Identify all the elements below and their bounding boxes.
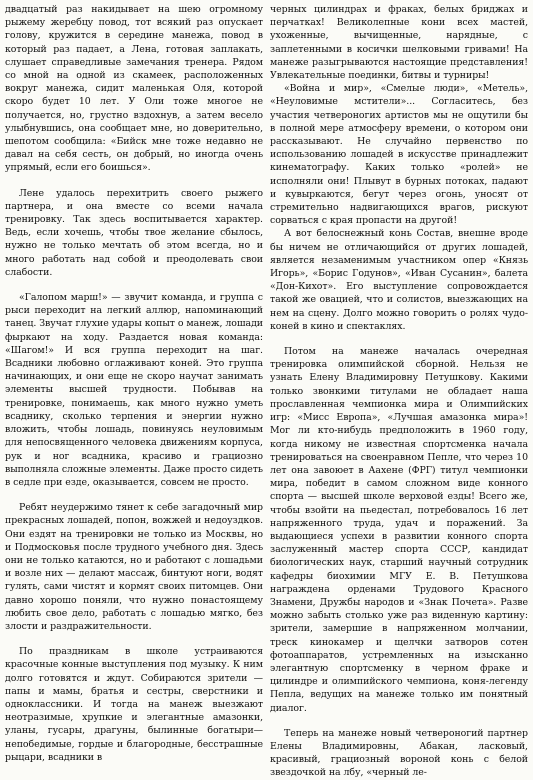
paragraph: По праздникам в школе устраиваются красочные конные выступления под музыку. К ним долго готовятся и ждут. Собираются зрители — папы и мамы, братья и сестры, сверстники и одноклассники. И тогда на манеж выезжают неотразимые, хрупкие и элегантные амазонки, уланы, гусары, драгуны, былинные богатыри—непобедимые, гордые и благородные, бесстрашные рыцари, всадники в (5, 646, 263, 763)
paragraph: Потом на манеже началась очередная тренировка олимпийской сборной. Нельзя не узнать Елену Владимировну Петушкову. Какими только звонкими титулами не обладает наша прославленная чемпионка мира и Олимпийских игр: «Мисс Европа», «Лучшая амазонка мира»! Мог ли кто-нибудь предположить в 1960 году, когда никому не известная спортсменка начала тренироваться на своенравном Пепле, что через 10 лет она завоюет в Аахене (ФРГ) титул чемпионки мира, победит в самом сложном виде конного спорта — высшей школе верховой езды! Всего же, чтобы взойти на пьедестал, потребовалось 16 лет напряженного труда, удач и поражений. За выдающиеся успехи в развитии конного спорта заслуженный мастер спорта СССР, кандидат биологических наук, старший научный сотрудник кафедры биохимии МГУ Е. В. Петушкова награждена орденами Трудового Красного Знамени, Дружбы народов и «Знак Почета». Разве можно забыть столько уже раз виденную картину: зрители, замершие в напряженном молчании, треск кинокамер и щелчки затворов сотен фотоаппаратов, устремленных на изысканно элегантную спортсменку в черном фраке и цилиндре и олимпийского чемпиона, коня-легенду Пепла, ведущих на манеже только им понятный диалог. (270, 346, 528, 714)
right-column (270, 3, 528, 779)
paragraph: «Война и мир», «Смелые люди», «Метель», «Неуловимые мстители»... Согласитесь, без участия четвероногих артистов мы не ощутили бы в полной мере атмосферу времени, о котором они рассказывают. Не случайно первенство по использованию лошадей в искусстве принадлежит кинематографу. Каких только «ролей» не исполняли они! Плывут в бурных потоках, падают и кувыркаются, бегут через огонь, уносят от стремительно надвигающихся врагов, рискуют сорваться с края пропасти на другой! (270, 83, 528, 227)
paragraph: «Галопом марш!» — звучит команда, и группа с рыси переходит на легкий аллюр, напоминающий танец. Звучат глухие удары копыт о манеж, лошади фыркают на ходу. Раздается новая команда: «Шагом!» И вся группа переходит на шаг. Всадники любовно оглаживают коней. Это группа начинающих, и они еще не скоро научат занимать элементы высшей трудности. Побывав на тренировке, понимаешь, как много нужно уметь всаднику, сколько терпения и энергии нужно вложить, чтобы лошадь, повинуясь неуловимым для непосвященного человека движениям корпуса, рук и ног всадника, красиво и грациозно выполняла сложные элементы. Даже просто сидеть в седле при езде, оказывается, совсем не просто. (5, 292, 263, 488)
paragraph: двадцатый раз накидывает на шею огромному рыжему жеребцу повод, тот всякий раз опускает голову, кружится в середине манежа, повод в который раз падает, а Лена, готовая заплакать, слушает справедливые замечания тренера. Рядом со мной на одной из скамеек, расположенных вокруг манежа, сидит маленькая Оля, которой скоро будет 10 лет. У Оли тоже многое не получается, но, грустно вздохнув, а затем весело улыбнувшись, она сообщает мне, но доверительно, шепотом сообщила: «Бийск мне тоже недавно не давал на себя сесть, он добрый, но иногда очень упрямый, если его боишься». (5, 4, 263, 174)
paragraph: Лене удалось перехитрить своего рыжего партнера, и она вместе со всеми начала тренировку. Так здесь воспитывается характер. Ведь, если хочешь, чтобы твое желание сбылось, нужно не только мечтать об этом всегда, но и много работать над собой и преодолевать свои слабости. (5, 187, 263, 278)
paragraph: черных цилиндрах и фраках, белых бриджах и перчатках! Великолепные кони всех мастей, ухоженные, вычищенные, нарядные, с заплетенными в косички шелковыми гривами! На манеже разыгрываются настоящие представления! Увлекательные поединки, битвы и турниры! (270, 4, 528, 82)
left-column (5, 3, 263, 761)
paragraph: Теперь на манеже новый четвероногий партнер Елены Владимировны, Абакан, ласковый, красивый, грациозный вороной конь с белой звездочкой на лбу, «черный ле- (270, 727, 528, 779)
paragraph: Ребят неудержимо тянет к себе загадочный мир прекрасных лошадей, попон, вожжей и недоуздков. Они ездят на тренировки не только из Москвы, но и Подмосковья после трудного учебного дня. Здесь они не только катаются, но и работают с лошадьми и возле них — делают массаж, бинтуют ноги, водят гулять, сами чистят и кормят своих питомцев. Они давно хорошо поняли, что нужно понастоящему любить свое дело, работать с лошадью мягко, без злости и раздражительности. (5, 502, 263, 632)
paragraph: А вот белоснежный конь Состав, внешне вроде бы ничем не отличающийся от других лошадей, является незаменимым участником опер «Князь Игорь», «Борис Годунов», «Иван Сусанин», балета «Дон-Кихот». Его выступление сопровождается такой же овацией, что и солистов, выезжающих на нем на сцену. Долго можно говорить о ролях чудо-коней в кино и спектаклях. (270, 228, 528, 332)
